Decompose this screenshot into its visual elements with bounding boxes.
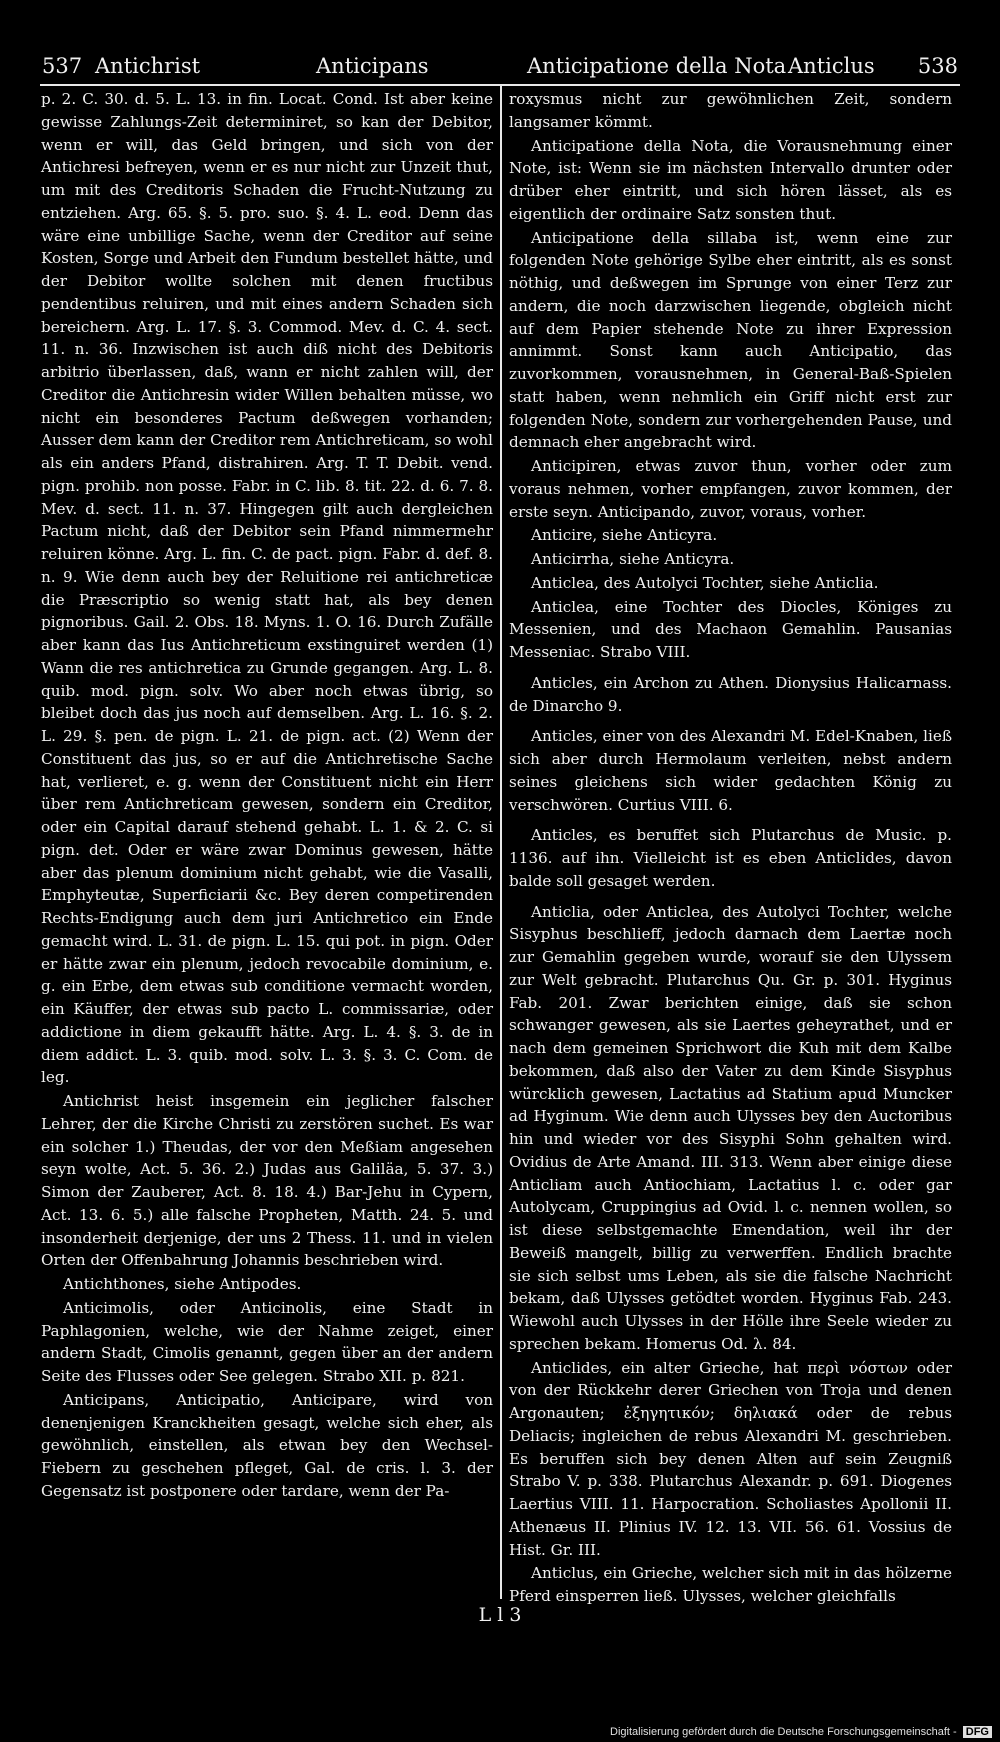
entry-anticlea-2: Anticlea, eine Tochter des Diocles, Königes zu Messenien, und des Machaon Gemahlin. Pausanias Messeniac. Strabo VIII. — [509, 597, 952, 661]
entry-anticipiren: Anticipiren, etwas zuvor thun, vorher oder zum voraus nehmen, vorher empfangen, zuvor kommen, der erste seyn. Anticipando, zuvor, voraus, vorher. — [509, 457, 952, 521]
entry-anticirrha: Anticirrha, siehe Anticyra. — [531, 550, 735, 568]
entry-anticlus: Anticlus, ein Grieche, welcher sich mit in das hölzerne Pferd einsperren ließ. Ulysses, welcher gleichfalls — [509, 1564, 952, 1605]
entry-anticlides: Anticlides, ein alter Grieche, hat περὶ νόστων oder von der Rückkehr derer Griechen von Troja und denen Argonauten; ἐξηγητικόν; δηλιακά oder de rebus Deliacis; ingleichen de rebus Alexandri M. geschrieben. Es beruffen sich bey denen Alten auf sein Zeugniß Strabo V. p. 338. Plutarchus Alexandr. p. 691. Diogenes Laertius VIII. 11. Harpocration. Scholiastes Apollonii II. Athenæus II. Plinius IV. 12. 13. VII. 56. 61. Vossius de Hist. Gr. III. — [509, 1358, 952, 1559]
entry-antichresis-continued: p. 2. C. 30. d. 5. L. 13. in fin. Locat. Cond. Ist aber keine gewisse Zahlungs-Zeit determiniret, so kan der Debitor, wenn er will, das Geld bringen, und sich von der Antichresi befreyen, wenn er es nur nicht zur Unzeit thut, um mit des Creditoris Schaden die Frucht-Nutzung zu entziehen. Arg. 65. §. 5. pro. suo. §. 4. L. eod. Denn das wäre eine unbillige Sache, wenn der Creditor auf seine Kosten, Sorge und Arbeit den Fundum bestellet hätte, und der Debitor wollte solchen mit denen fructibus pendentibus reluiren, und mit eines andern Schaden sich bereichern. Arg. L. 17. §. 3. Commod. Mev. d. C. 4. sect. 11. n. 36. Inzwischen ist auch diß nicht des Debitoris arbitrio überlassen, daß, wann er nicht zahlen will, der Creditor die Antichresin wider Willen behalten müsse, wo nicht ein besonderes Pactum deßwegen vorhanden; Ausser dem kann der Creditor rem Antichreticam, so wohl als ein anders Pfand, distrahiren. Arg. T. T. Debit. vend. pign. prohib. non posse. Fabr. in C. lib. 8. tit. 22. d. 6. 7. 8. Mev. d. sect. 11. n. 37. Hingegen gilt auch dergleichen Pactum nicht, daß der Debitor sein Pfand nimmermehr reluiren könne. Arg. L. fin. C. de pact. pign. Fabr. d. def. 8. n. 9. Wie denn auch bey der Reluitione rei antichreticæ die Præscriptio so wenig statt hat, als bey denen pignoribus. Gail. 2. Obs. 18. Myns. 1. O. 16. Durch Zufälle aber kann das Ius Antichreticum exstinguiret werden (1) Wann die res antichretica zu Grunde gegangen. Arg. L. 8. quib. mod. pign. solv. Wo aber noch etwas übrig, so bleibet doch das jus noch auf demselben. Arg. L. 16. §. 2. L. 29. §. pen. de pign. L. 21. de pign. act. (2) Wenn der Constituent das jus, so er auf die Antichretische Sache hat, verlieret, e. g. wenn der Constituent nicht ein Herr über rem Antichreticam gewesen, sondern ein Creditor, oder ein Capital darauf stehend gehabt. L. 1. & 2. C. si pign. det. Oder er wäre zwar Dominus gewesen, hätte aber das plenum dominium nicht gehabt, wie die Vasalli, Emphyteutæ, Superficiarii &c. Bey deren competirenden Rechts-Endigung auch dem juri Antichretico ein Ende gemacht wird. L. 31. de pign. L. 15. qui pot. in pign. Oder er hätte zwar ein plenum, jedoch revocabile dominium, e. g. ein Erbe, dem etwas sub conditione vermacht worden, ein Käuffer, der etwas sub pacto L. commissariæ, oder addictione in diem gekaufft hätte. Arg. L. 4. §. 3. de in diem addict. L. 3. quib. mod. solv. L. 3. §. 3. C. Com. de leg. — [41, 90, 493, 1087]
header-word-anticipatione: Anticipatione della Nota — [527, 54, 787, 78]
column-divider — [500, 84, 502, 1599]
digitization-footer — [610, 1726, 992, 1738]
entry-anticipatione-nota: Anticipatione della Nota, die Vorausnehmung einer Note, ist: Wenn sie im nächsten Intervallo drunter oder drüber eher eintritt, und sich hören lässet, als es eigentlich der ordinaire Satz sonsten thut. — [509, 136, 952, 223]
dfg-logo: DFG — [963, 1726, 992, 1738]
signature-mark: L l 3 — [478, 1604, 522, 1626]
page-number-right: 538 — [917, 54, 958, 78]
right-column — [509, 88, 952, 1609]
entry-antichthones: Antichthones, siehe Antipodes. — [63, 1275, 302, 1293]
entry-anticlea-1: Anticlea, des Autolyci Tochter, siehe Anticlia. — [531, 573, 879, 592]
entry-anticles-music: Anticles, es beruffet sich Plutarchus de Music. p. 1136. auf ihn. Vielleicht ist es eben Anticlides, davon balde soll gesaget werden. — [509, 826, 952, 890]
entry-anticipatione-sillaba: Anticipatione della sillaba ist, wenn eine zur folgenden Note gehörige Sylbe eher eintritt, als es sonst nöthig, und deßwegen im Sprunge von einer Terz zur andern, die noch darzwischen liegende, obgleich nicht auf dem Papier stehende Note zu ihrer Expression annimmt. Sonst kann auch Anticipatio, das zuvorkommen, vorausnehmen, in General-Baß-Spielen statt haben, wenn nehmlich ein Griff nicht erst zur folgenden Note, sondern zur vorhergehenden Pause, und demnach eher angebracht wird. — [509, 228, 952, 452]
entry-anticire: Anticire, siehe Anticyra. — [531, 526, 718, 545]
entry-anticipans: Anticipans, Anticipatio, Anticipare, wird von denenjenigen Kranckheiten gesagt, welche sich eher, als gewöhnlich, einstellen, als etwan bey den Wechsel-Fiebern zu geschehen pfleget, Gal. de cris. l. 3. der Gegensatz ist postponere oder tardare, wenn der Pa- — [41, 1390, 493, 1500]
entry-anticles-archon: Anticles, ein Archon zu Athen. Dionysius Halicarnass. de Dinarcho 9. — [509, 673, 952, 715]
header-word-anticipans: Anticipans — [316, 54, 429, 78]
left-column — [41, 88, 493, 1504]
entry-anticles-knabe: Anticles, einer von des Alexandri M. Edel-Knaben, ließ sich aber durch Hermolaum verleiten, nebst andern seines gleichens sich wider gedachten König zu verschwören. Curtius VIII. 6. — [509, 727, 952, 814]
entry-paroxysmus-continued: roxysmus nicht zur gewöhnlichen Zeit, sondern langsamer kömmt. — [509, 90, 952, 131]
footer-text: Digitalisierung gefördert durch die Deutsche Forschungsgemeinschaft - — [610, 1726, 957, 1738]
entry-anticimolis: Anticimolis, oder Anticinolis, eine Stadt in Paphlagonien, welche, wie der Nahme zeiget, einer andern Stadt, Cimolis genannt, gegen über an der andern Seite des Flusses oder See gelegen. Strabo XII. p. 821. — [41, 1298, 493, 1385]
page-number-left: 537 — [42, 54, 83, 78]
entry-anticlia: Anticlia, oder Anticlea, des Autolyci Tochter, welche Sisyphus beschlieff, jedoch darnach dem Laertæ noch zur Gemahlin gegeben wurde, worauf sie den Ulyssem zur Welt gebracht. Plutarchus Qu. Gr. p. 301. Hyginus Fab. 201. Zwar berichten einige, daß sie schon schwanger gewesen, als sie Laertes geheyrathet, und er nach dem gemeinen Sprichwort die Kuh mit dem Kalbe bekommen, daß also der Vater zu dem Kinde Sisyphus würcklich gewesen, Lactatius ad Statium apud Muncker ad Hyginum. Wie denn auch Ulysses bey den Auctoribus hin und wieder vor des Sisyphi Sohn gehalten wird. Ovidius de Arte Amand. III. 313. Wenn aber einige diese Anticliam auch Antiochiam, Lactatius l. c. oder gar Autolycam, Cruppingius ad Ovid. l. c. nennen wollen, so ist diese selbstgemachte Emendation, weil ihr der Beweiß mangelt, billig zu verwerffen. Endlich brachte sie sich selbst ums Leben, als sie die falsche Nachricht bekam, daß Ulysses getödtet worden. Hyginus Fab. 243. Wiewohl auch Ulysses in der Hölle ihre Seele wieder zu sprechen bekam. Homerus Od. λ. 84. — [509, 902, 952, 1353]
running-header — [40, 52, 960, 80]
header-word-anticlus: Anticlus — [788, 54, 875, 78]
header-word-antichrist: Antichrist — [95, 54, 201, 78]
entry-antichrist: Antichrist heist insgemein ein jeglicher falscher Lehrer, der die Kirche Christi zu zerstören suchet. Es war ein solcher 1.) Theudas, der vor den Meßiam angesehen seyn wolte, Act. 5. 36. 2.) Judas aus Galiläa, 5. 37. 3.) Simon der Zauberer, Act. 8. 18. 4.) Bar-Jehu in Cypern, Act. 13. 6. 5.) alle falsche Propheten, Matth. 24. 5. und insonderheit derjenige, der uns 2 Thess. 11. und in vielen Orten der Offenbahrung Johannis beschrieben wird. — [41, 1092, 493, 1270]
